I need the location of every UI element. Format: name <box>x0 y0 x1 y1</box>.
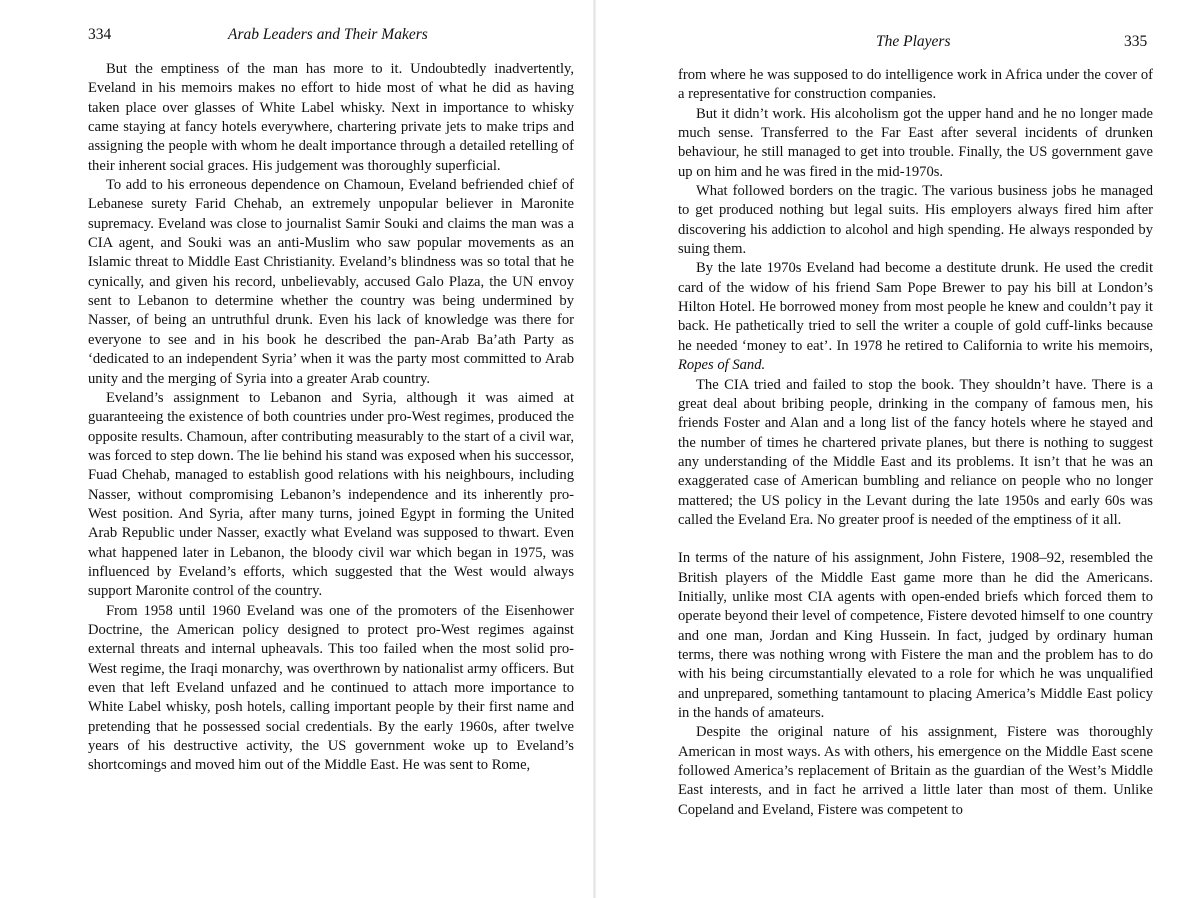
page-number: 334 <box>88 26 112 43</box>
page-number: 335 <box>1124 33 1148 50</box>
running-head: Arab Leaders and Their Makers <box>228 26 428 43</box>
paragraph: But the emptiness of the man has more to it. Undoubtedly inadvertently, Eveland in his memoirs makes no effort to hide most of what he did as having taken place over glasses of White Label whisky. Next in importance to whisky came staying at fancy hotels everywhere, chartering private jets to make trips and assigning the people with whom he dealt importance through a detailed retelling of their inherent social graces. His judgement was thoroughly superficial. <box>88 61 574 174</box>
paragraph: But it didn’t work. His alcoholism got the upper hand and he no longer made much sense. Transferred to the Far East after several incidents of drunken behaviour, he still managed to get into trouble. Finally, the US government gave up on him and he was fired in the mid-1970s. <box>678 105 1153 180</box>
book-gutter <box>593 0 596 898</box>
paragraph: Despite the original nature of his assignment, Fistere was thoroughly American in most ways. As with others, his emergence on the Middle East scene followed America’s replacement of Britain as the guardian of the West’s Middle East interests, and in fact he arrived a little later than most of them. Unlike Copeland and Eveland, Fistere was competent to <box>678 724 1153 818</box>
running-head: The Players <box>876 33 951 50</box>
paragraph: The CIA tried and failed to stop the book. They shouldn’t have. There is a great deal about bribing people, drinking in the company of famous men, his friends Foster and Alan and a long list of the fancy hotels where he stayed and the number of times he chartered private planes, but there is nothing to suggest any understanding of the Middle East and its problems. It isn’t that he was an exaggerated case of American bumbling and reliance on people who no longer mattered; the US policy in the Levant during the late 1950s and early 60s was called the Eveland Era. No greater proof is needed of the emptiness of it all. <box>678 376 1153 528</box>
paragraph: What followed borders on the tragic. The various business jobs he managed to get produced nothing but legal suits. His employers always fired him after discovering his addiction to alcohol and high spending. He always responded by suing them. <box>678 183 1153 258</box>
page-body <box>88 60 574 776</box>
paragraph: To add to his erroneous dependence on Chamoun, Eveland befriended chief of Lebanese surety Farid Chehab, an extremely unpopular believer in Maronite supremacy. Eveland was close to journalist Samir Souki and claims the man was a CIA agent, and Souki was an anti-Muslim who saw popular movements as an Islamic threat to Middle East Christianity. Eveland’s blindness was so total that he cynically, and given his record, unbelievably, accused Galo Plaza, the UN envoy sent to Lebanon to determine whether the country was being undermined by Nasser, of being an untruthful drunk. Even his lack of knowledge was there for everyone to see and in his book he described the pan-Arab Ba’ath Party as ‘dedicated to an independent Syria’ when it was the party most committed to Arab unity and the merging of Syria into a greater Arab country. <box>88 177 574 387</box>
left-page <box>0 0 590 898</box>
book-title: Ropes of Sand. <box>678 357 766 374</box>
right-page <box>600 0 1195 898</box>
paragraph: Eveland’s assignment to Lebanon and Syria, although it was aimed at guaranteeing the existence of both countries under pro-West regimes, produced the opposite results. Chamoun, after contributing measurably to the start of a civil war, was forced to step down. The lie behind his stand was exposed when his successor, Fuad Chehab, managed to establish good relations with his neighbours, including Nasser, without compromising Lebanon’s independence and its inherently pro-West position. And Syria, after many turns, joined Egypt in forming the United Arab Republic under Nasser, exactly what Eveland was supposed to thwart. Even what happened later in Lebanon, the bloody civil war which began in 1975, was influenced by Eveland’s efforts, which suggested that the West would always support Maronite control of the country. <box>88 389 574 600</box>
paragraph: In terms of the nature of his assignment, John Fistere, 1908–92, resembled the British players of the Middle East game more than he did the Americans. Initially, unlike most CIA agents with open-ended briefs which forced them to operate beyond their level of competence, Fistere devoted himself to one country and one man, Jordan and King Hussein. In fact, judged by ordinary human terms, there was nothing wrong with Fistere the man and the problem has to do with his being circumstantially elevated to a role for which he was unqualified and unprepared, something tantamount to placing America’s Middle East policy in the hands of amateurs. <box>678 550 1153 721</box>
paragraph: from where he was supposed to do intelligence work in Africa under the cover of a representative for construction companies. <box>678 67 1153 103</box>
paragraph <box>678 259 1153 375</box>
paragraph-text: By the late 1970s Eveland had become a destitute drunk. He used the credit card of the widow of his friend Sam Pope Brewer to pay his bill at London’s Hilton Hotel. He borrowed money from most people he knew and couldn’t pay it back. He pathetically tried to sell the writer a couple of gold cuff-links because he needed ‘money to eat’. In 1978 he retired to California to write his memoirs, <box>678 260 1153 354</box>
paragraph: From 1958 until 1960 Eveland was one of the promoters of the Eisenhower Doctrine, the American policy designed to protect pro-West regimes against external threats and internal upheavals. This too failed when the most solid pro-West regime, the Iraqi monarchy, was overthrown by nationalist army officers. But even that left Eveland unfazed and he continued to attach more importance to White Label whisky, posh hotels, calling important people by their first name and pretending that he possessed social credentials. By the early 1960s, after twelve years of his destructive activity, the US government woke up to Eveland’s shortcomings and moved him out of the Middle East. He was sent to Rome, <box>88 602 574 774</box>
page-body <box>678 66 1153 820</box>
